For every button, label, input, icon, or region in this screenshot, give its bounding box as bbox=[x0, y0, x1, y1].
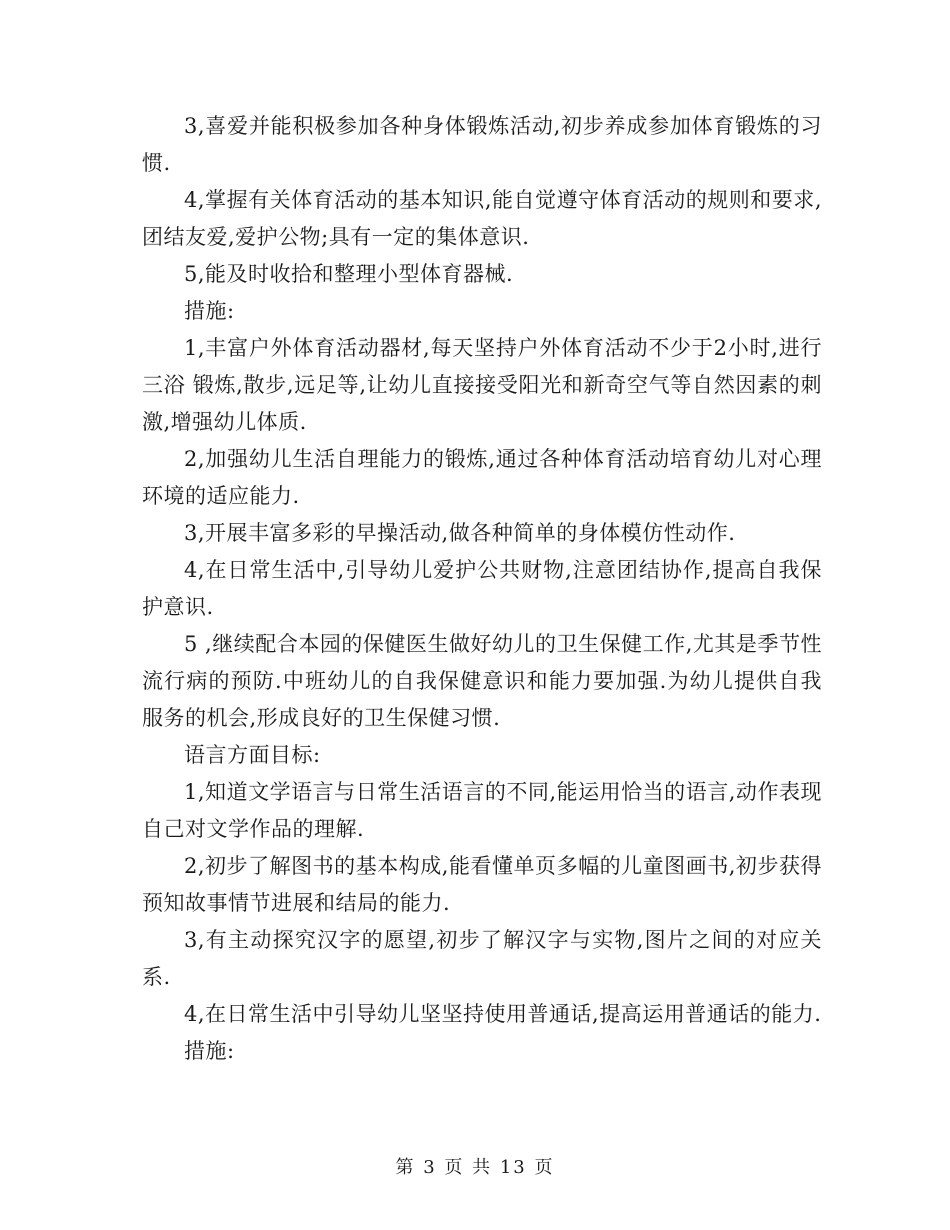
paragraph: 2,加强幼儿生活自理能力的锻炼,通过各种体育活动培育幼儿对心理环境的适应能力. bbox=[142, 447, 822, 508]
section-heading: 语言方面目标: bbox=[184, 743, 321, 767]
paragraph: 4,掌握有关体育活动的基本知识,能自觉遵守体育活动的规则和要求,团结友爱,爱护公物;具有一定的集体意识. bbox=[142, 188, 822, 249]
paragraph: 4,在日常生活中引导幼儿坚坚持使用普通话,提高运用普通话的能力. bbox=[184, 1002, 822, 1026]
paragraph: 2,初步了解图书的基本构成,能看懂单页多幅的儿童图画书,初步获得预知故事情节进展和结局的能力. bbox=[142, 854, 822, 915]
paragraph: 3,开展丰富多彩的早操活动,做各种简单的身体模仿性动作. bbox=[184, 521, 736, 545]
section-heading: 措施: bbox=[184, 299, 235, 323]
section-heading: 措施: bbox=[184, 1039, 235, 1063]
paragraph: 4,在日常生活中,引导幼儿爱护公共财物,注意团结协作,提高自我保护意识. bbox=[142, 558, 822, 619]
paragraph: 1,丰富户外体育活动器材,每天坚持户外体育活动不少于2小时,进行 三浴 锻炼,散步,远足等,让幼儿直接接受阳光和新奇空气等自然因素的刺激,增强幼儿体质. bbox=[142, 336, 822, 434]
page-number-footer: 第 3 页 共 13 页 bbox=[395, 1157, 555, 1178]
paragraph: 3,喜爱并能积极参加各种身体锻炼活动,初步养成参加体育锻炼的习惯. bbox=[142, 114, 822, 175]
paragraph: 5,能及时收拾和整理小型体育器械. bbox=[184, 262, 514, 286]
paragraph: 5 ,继续配合本园的保健医生做好幼儿的卫生保健工作,尤其是季节性流行病的预防.中班幼儿的自我保健意识和能力要加强.为幼儿提供自我服务的机会,形成良好的卫生保健习惯. bbox=[142, 632, 822, 730]
paragraph: 3,有主动探究汉字的愿望,初步了解汉字与实物,图片之间的对应关系. bbox=[142, 928, 822, 989]
paragraph: 1,知道文学语言与日常生活语言的不同,能运用恰当的语言,动作表现自己对文学作品的理解. bbox=[142, 780, 822, 841]
document-body bbox=[142, 108, 822, 1070]
